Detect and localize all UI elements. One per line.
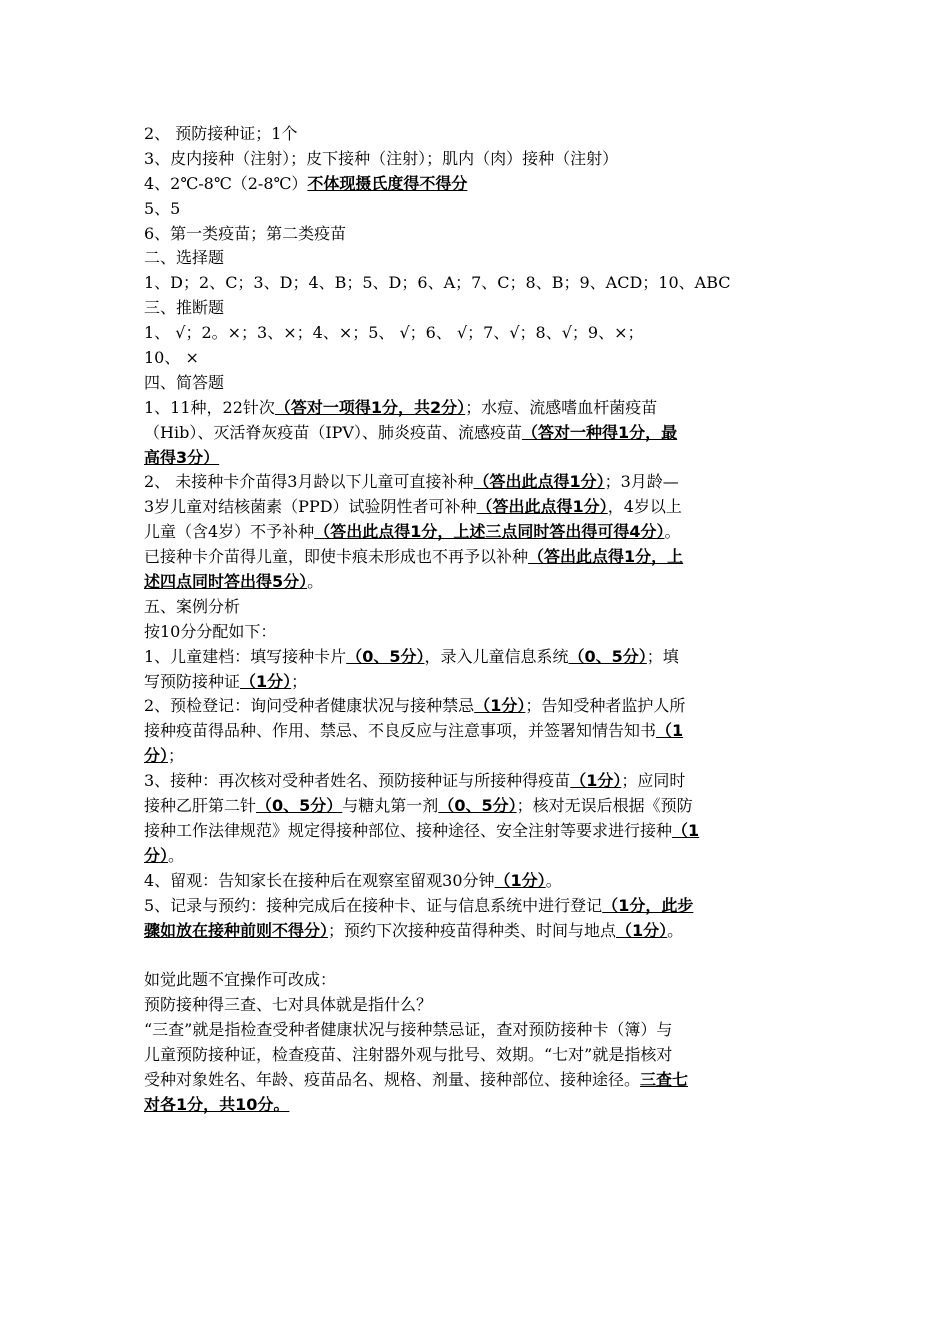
text-line — [144, 446, 812, 471]
scoring-note: （1分） — [616, 920, 668, 940]
text-line — [144, 968, 812, 993]
scoring-note: （1分，此步 — [602, 895, 694, 915]
scoring-note: （答出此点得1分） — [473, 472, 605, 492]
text-line — [144, 296, 812, 321]
text-line — [144, 719, 812, 744]
text-line — [144, 819, 812, 844]
text-segment: 按10分分配如下： — [144, 621, 277, 641]
text-segment: 与糖丸第一剂 — [342, 796, 439, 816]
text-line — [144, 346, 812, 371]
text-line — [144, 222, 812, 247]
text-segment: ；填 — [646, 646, 679, 666]
text-segment: ；告知受种者监护人所 — [525, 696, 686, 716]
text-line — [144, 794, 812, 819]
text-line — [144, 147, 812, 172]
text-segment: ；水痘、流感嗜血杆菌疫苗 — [465, 397, 658, 417]
text-segment: ；应同时 — [621, 771, 686, 791]
text-segment: 2、预检登记：询问受种者健康状况与接种禁忌 — [144, 696, 475, 716]
text-segment: ；预约下次接种疫苗得种类、时间与地点 — [328, 920, 617, 940]
text-segment: ； — [168, 746, 185, 766]
text-segment: 接种疫苗得品种、作用、禁忌、不良反应与注意事项，并签署知情告知书 — [144, 721, 657, 741]
text-segment: 。 — [667, 920, 684, 940]
text-segment: 受种对象姓名、年龄、疫苗品名、规格、剂量、接种部位、接种途径。 — [144, 1069, 641, 1089]
text-segment: 接种工作法律规范》规定得接种部位、接种途径、安全注射等要求进行接种 — [144, 820, 673, 840]
scoring-note: （1分） — [240, 671, 292, 691]
text-line — [144, 396, 812, 421]
text-line — [144, 694, 812, 719]
text-line — [144, 1018, 812, 1043]
text-segment: 。 — [664, 522, 681, 542]
text-segment: 2、 预防接种证；1个 — [144, 124, 298, 143]
text-line — [144, 993, 812, 1018]
scoring-note: 分） — [144, 746, 169, 766]
text-segment: 儿童（含4岁）不予补种 — [144, 522, 315, 542]
text-segment: 10、 × — [144, 348, 199, 368]
text-line — [144, 520, 812, 545]
text-line — [144, 894, 812, 919]
text-line — [144, 744, 812, 769]
scoring-note: 三查七 — [640, 1069, 689, 1089]
text-line — [144, 1093, 812, 1118]
text-line — [144, 769, 812, 794]
text-line — [144, 620, 812, 645]
text-segment: 5、5 — [144, 198, 181, 218]
text-segment: 二、选择题 — [144, 248, 225, 268]
text-segment: 预防接种得三查、七对具体就是指什么？ — [144, 995, 433, 1015]
text-segment: 写预防接种证 — [144, 671, 241, 691]
scoring-note: （1分） — [570, 771, 622, 791]
text-segment: 3、皮内接种（注射）；皮下接种（注射）；肌内（肉）接种（注射） — [144, 148, 619, 168]
text-segment: ，4岁以上 — [607, 497, 682, 517]
text-segment: ； — [291, 671, 308, 691]
text-line — [144, 645, 812, 670]
scoring-note: 述四点同时答出得5分） — [144, 572, 308, 592]
text-segment: “三查”就是指检查受种者健康状况与接种禁忌证，查对预防接种卡（簿）与 — [144, 1020, 673, 1040]
scoring-note: （0、5分） — [346, 646, 425, 666]
text-segment: 已接种卡介苗得儿童，即使卡痕未形成也不再予以补种 — [144, 547, 529, 567]
answer-document — [144, 122, 812, 1118]
text-line — [144, 545, 812, 570]
scoring-note: （0、5分） — [568, 646, 647, 666]
text-segment: 5、记录与预约：接种完成后在接种卡、证与信息系统中进行登记 — [144, 895, 603, 915]
scoring-note: 不体现摄氏度得不得分 — [307, 173, 468, 193]
text-segment: 五、案例分析 — [144, 596, 241, 616]
scoring-note: （答对一种得1分，最 — [521, 422, 678, 442]
text-line — [144, 271, 812, 296]
text-segment: 如觉此题不宜操作可改成： — [144, 970, 337, 990]
scoring-note: 骤如放在接种前则不得分） — [144, 920, 329, 940]
text-segment: 儿童预防接种证，检查疫苗、注射器外观与批号、效期。“七对”就是指核对 — [144, 1044, 673, 1064]
text-line — [144, 1043, 812, 1068]
text-line — [144, 1068, 812, 1093]
text-line — [144, 122, 812, 147]
text-line — [144, 470, 812, 495]
text-line — [144, 670, 812, 695]
text-line — [144, 844, 812, 869]
scoring-note: （答对一项得1分，共2分） — [274, 397, 466, 417]
text-segment: 。 — [545, 870, 562, 890]
text-segment: 。 — [307, 572, 324, 592]
text-segment: 1、11种，22针次 — [144, 397, 275, 417]
text-segment: 1、D；2、C；3、D；4、B；5、D；6、A；7、C；8、B；9、ACD；10、ABC — [144, 273, 731, 293]
text-segment: 1、儿童建档：填写接种卡片 — [144, 646, 347, 666]
text-segment: 4、留观：告知家长在接种后在观察室留观30分钟 — [144, 870, 495, 890]
scoring-note: （答出此点得1分，上述三点同时答出得可得4分） — [314, 522, 665, 542]
text-segment: 2、 未接种卡介苗得3月龄以下儿童可直接补种 — [144, 472, 474, 492]
text-line — [144, 919, 812, 944]
scoring-note: （0、5分） — [256, 796, 343, 816]
text-segment: 4、2℃-8℃（2-8℃） — [144, 173, 308, 193]
text-segment: 1、 √；2。×；3、×；4、×；5、 √；6、 √；7、√；8、√；9、×； — [144, 323, 644, 343]
scoring-note: （1分） — [494, 870, 546, 890]
text-segment: 四、简答题 — [144, 372, 225, 392]
text-line — [144, 869, 812, 894]
text-segment: 。 — [168, 845, 185, 865]
text-segment: ，录入儿童信息系统 — [424, 646, 569, 666]
scoring-note: （1 — [656, 721, 684, 741]
text-line — [144, 421, 812, 446]
text-line — [144, 495, 812, 520]
scoring-note: （0、5分） — [438, 796, 517, 816]
text-line — [144, 321, 812, 346]
text-line — [144, 371, 812, 396]
scoring-note: 分） — [144, 845, 169, 865]
scoring-note: 对各1分，共10分。 — [144, 1094, 290, 1114]
scoring-note: 高得3分） — [144, 447, 220, 467]
text-line — [144, 197, 812, 222]
blank-line — [144, 943, 812, 968]
text-segment: 6、第一类疫苗；第二类疫苗 — [144, 223, 347, 243]
text-line — [144, 570, 812, 595]
text-segment: ；3月龄— — [604, 472, 679, 492]
text-segment: 接种乙肝第二针 — [144, 796, 257, 816]
text-line — [144, 595, 812, 620]
text-line — [144, 246, 812, 271]
text-segment: ；核对无误后根据《预防 — [516, 796, 693, 816]
scoring-note: （1 — [672, 820, 700, 840]
scoring-note: （1分） — [474, 696, 526, 716]
text-segment: 三、推断题 — [144, 298, 225, 318]
text-segment: 3岁儿童对结核菌素（PPD）试验阴性者可补种 — [144, 497, 477, 517]
scoring-note: （答出此点得1分，上 — [528, 547, 684, 567]
text-line — [144, 172, 812, 197]
text-segment: 3、接种：再次核对受种者姓名、预防接种证与所接种得疫苗 — [144, 771, 571, 791]
scoring-note: （答出此点得1分） — [476, 497, 608, 517]
text-segment: （Hib）、灭活脊灰疫苗（IPV）、肺炎疫苗、流感疫苗 — [144, 422, 522, 442]
